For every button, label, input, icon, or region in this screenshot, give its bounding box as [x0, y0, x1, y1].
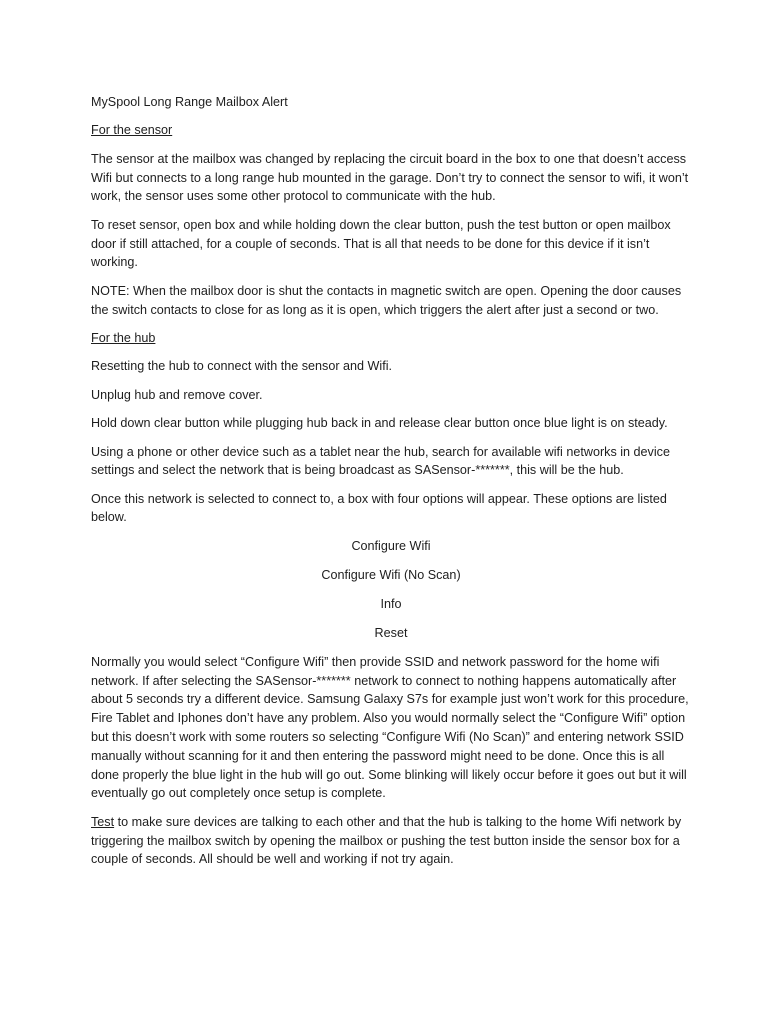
- option-reset: Reset: [374, 625, 408, 640]
- test-text: to make sure devices are talking to each other and that the hub is talking to the home Wifi network by triggering the mailbox switch by opening the mailbox or pushing the test button inside the sensor box for a couple of seconds. All should be well and working if not try again.: [91, 814, 682, 867]
- option-configure-wifi: Configure Wifi: [351, 538, 431, 553]
- document-page: [91, 93, 691, 879]
- sensor-paragraph-1: The sensor at the mailbox was changed by replacing the circuit board in the box to one that doesn’t access Wifi but connects to a long range hub mounted in the garage. Don’t try to connect the sensor to wifi, it won’t work, the sensor uses some other protocol to communicate with the hub.: [91, 151, 689, 204]
- document-title: MySpool Long Range Mailbox Alert: [91, 95, 288, 109]
- hub-paragraph-2: Unplug hub and remove cover.: [91, 387, 263, 402]
- sensor-note: NOTE: When the mailbox door is shut the contacts in magnetic switch are open. Opening the door causes the switch contacts to close for as long as it is open, which triggers the alert after just a second or two.: [91, 283, 682, 317]
- hub-heading: For the hub: [91, 330, 156, 345]
- test-label: Test: [91, 814, 115, 829]
- hub-paragraph-4: Using a phone or other device such as a tablet near the hub, search for available wifi networks in device settings and select the network that is being broadcast as SASensor-*******, this will be the hub.: [91, 444, 670, 478]
- sensor-paragraph-2: To reset sensor, open box and while holding down the clear button, push the test button or open mailbox door if still attached, for a couple of seconds. That is all that needs to be done for this device if it isn’t working.: [91, 217, 671, 270]
- test-paragraph: [91, 813, 691, 869]
- option-info: Info: [380, 596, 402, 611]
- sensor-heading: For the sensor: [91, 123, 173, 138]
- hub-paragraph-5: Once this network is selected to connect to, a box with four options will appear. These options are listed below.: [91, 491, 667, 525]
- hub-paragraph-6: Normally you would select “Configure Wifi” then provide SSID and network password for the home wifi network. If after selecting the SASensor-******* network to connect to nothing happens automatically after about 5 seconds try a different device. Samsung Galaxy S7s for example just won’t work for this procedure, Fire Tablet and Iphones don’t have any problem. Also you would normally select the “Configure Wifi” option but this doesn’t work with some routers so selecting “Configure Wifi (No Scan)” and entering network SSID manually without scanning for it and then entering the password might need to be done. Once this is all done properly the blue light in the hub will go out. Some blinking will likely occur before it goes out but it will eventually go out completely once setup is complete.: [91, 654, 689, 801]
- hub-paragraph-3: Hold down clear button while plugging hub back in and release clear button once blue light is on steady.: [91, 416, 668, 431]
- hub-paragraph-1: Resetting the hub to connect with the sensor and Wifi.: [91, 359, 393, 374]
- option-configure-wifi-no-scan: Configure Wifi (No Scan): [321, 567, 461, 582]
